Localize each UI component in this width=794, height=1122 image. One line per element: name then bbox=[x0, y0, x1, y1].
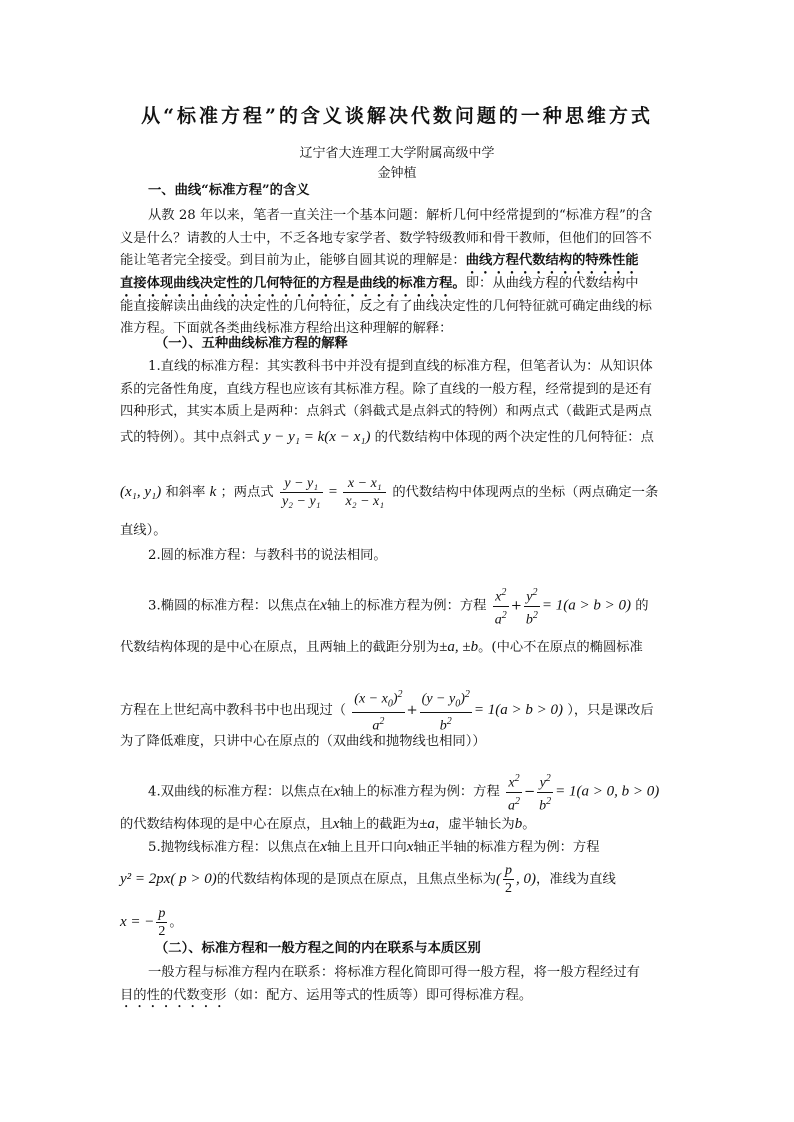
focus-paren: ( bbox=[496, 871, 502, 887]
item-1-line-3: 四种形式，其实本质上是两种：点斜式（斜截式是点斜式的特例）和两点式（截距式是两点 bbox=[120, 404, 652, 419]
var-x: x bbox=[333, 783, 341, 800]
item-5-line-2 bbox=[120, 862, 680, 897]
item-5-line-3 bbox=[120, 905, 680, 940]
item-1-text: 式的特例）。其中点斜式 bbox=[120, 430, 260, 445]
item-1-text: 的代数结构中体现的两个决定性的几何特征：点 bbox=[374, 430, 654, 445]
emphasized-phrase: 目的性的代数变形 bbox=[120, 988, 227, 1003]
author-name: 金钟植 bbox=[377, 166, 417, 181]
paragraph-2-text: （如：配方、运用等式的性质等）即可得标准方程。 bbox=[226, 988, 533, 1003]
paragraph-1-line-1: 从教 28 年以来，笔者一直关注一个基本问题：解析几何中经常提到的“标准方程”的含 bbox=[148, 208, 653, 223]
item-4-text: 轴上的截距为 bbox=[339, 817, 420, 832]
item-5-text: 的代数结构体现的是顶点在原点，且焦点坐标为 bbox=[216, 872, 497, 887]
shifted-ellipse-y-term: $\frac{(y - y_0)^2}{b^2}$ bbox=[420, 686, 472, 735]
var-x: x bbox=[320, 597, 327, 614]
item-4-text: 的代数结构体现的是中心在原点，且 bbox=[120, 817, 333, 832]
item-1-line-6: 直线）。 bbox=[120, 523, 167, 538]
shifted-ellipse-condition: = 1(a > b > 0) bbox=[473, 702, 563, 719]
focus-tail: , 0) bbox=[516, 871, 537, 887]
item-3-line-4: 为了降低难度，只讲中心在原点的（双曲线和抛物线也相同）） bbox=[120, 734, 486, 749]
point-coordinates: (x₁, y₁) bbox=[120, 484, 162, 500]
var-x: x bbox=[320, 839, 327, 855]
ellipse-x-term: $\frac{x^2}{a^2}$ bbox=[493, 584, 509, 628]
ellipse-y-term: $\frac{y^2}{b^2}$ bbox=[524, 584, 540, 628]
item-3-text: 3.椭圆的标准方程：以焦点在 bbox=[148, 598, 321, 614]
item-1-text: 和斜率 bbox=[165, 485, 206, 500]
focus-fraction: $\frac{p}{2}$ bbox=[505, 863, 513, 896]
document-title: 从“标准方程”的含义谈解决代数问题的一种思维方式 bbox=[141, 105, 653, 127]
item-3-line-1: 3.椭圆的标准方程：以焦点在x轴上的标准方程为例：方程 $\frac{x^2}{a^2}$ + $\frac{y^2}{b^2}$ = 1(a > b > 0) 的 bbox=[148, 584, 680, 628]
paragraph-2-line-1: 一般方程与标准方程内在联系：将标准方程化简即可得一般方程，将一般方程经过有 bbox=[148, 965, 640, 980]
item-4-text: 。 bbox=[522, 817, 536, 832]
item-4-text: ，虚半轴长为 bbox=[434, 817, 515, 832]
item-4-text: 4.双曲线的标准方程：以焦点在 bbox=[148, 784, 334, 800]
var-x: x bbox=[406, 839, 414, 855]
item-3-text: 的 bbox=[635, 598, 649, 614]
paragraph-1-line-2: 义是什么？请教的人士中，不乏各地专家学者、数学特级教师和骨干教师，但他们的回答不 bbox=[120, 231, 652, 246]
ellipse-intercepts: ±a, ±b bbox=[439, 639, 479, 655]
item-5-line-1 bbox=[148, 836, 680, 859]
item-1-text: 的代数结构中体现两点的坐标（两点确定一条 bbox=[392, 485, 659, 500]
item-5-text: 轴正半轴的标准方程为例：方程 bbox=[413, 840, 600, 855]
ellipse-condition: = 1(a > b > 0) bbox=[541, 597, 631, 614]
paragraph-1-text: 能让笔者完全接受。到目前为止，能够自圆其说的理解是： bbox=[120, 253, 466, 268]
hyperbola-y-term: $\frac{y^2}{b^2}$ bbox=[537, 770, 553, 814]
author-school: 辽宁省大连理工大学附属高级中学 bbox=[299, 146, 495, 161]
item-3-text: 方程在上世纪高中教科书中也出现过（ bbox=[120, 703, 347, 719]
item-1-line-2: 系的完备性角度，直线方程也应该有其标准方程。除了直线的一般方程，经常提到的是还有 bbox=[120, 382, 652, 397]
item-4-line-1: 4.双曲线的标准方程：以焦点在x轴上的标准方程为例：方程 $\frac{x^2}{a^2}$ − $\frac{y^2}{b^2}$ = 1(a > 0, b > 0) bbox=[148, 770, 680, 814]
item-3-line-3: 方程在上世纪高中教科书中也出现过（ $\frac{(x - x_0)^2}{a^2}$ + $\frac{(y - y_0)^2}{b^2}$ = 1(a > b > 0) ），只是课改后 bbox=[120, 686, 680, 735]
key-definition-part-2: 直接体现曲线决定性的几何特征的方程是曲线的标准方程。 bbox=[120, 276, 466, 291]
item-5-text: 。 bbox=[169, 915, 183, 930]
item-3-text: 轴上的标准方程为例：方程 bbox=[326, 598, 487, 614]
directrix-lhs: x = − bbox=[120, 914, 155, 930]
item-3-text: ），只是课改后 bbox=[567, 703, 654, 719]
item-5-text: 轴上且开口向 bbox=[326, 840, 407, 855]
slope-k: k bbox=[209, 484, 217, 500]
shifted-ellipse-x-term: $\frac{(x - x_0)^2}{a^2}$ bbox=[352, 686, 404, 735]
item-2: 2.圆的标准方程：与教科书的说法相同。 bbox=[148, 548, 387, 563]
item-3-line-2 bbox=[120, 636, 680, 659]
item-3-text: 代数结构体现的是中心在原点，且两轴上的截距分别为 bbox=[120, 640, 440, 655]
var-b: b bbox=[514, 816, 523, 832]
subsection-2-heading: （二）、标准方程和一般方程之间的内在联系与本质区别 bbox=[155, 941, 481, 956]
paragraph-2-line-2 bbox=[120, 985, 680, 1011]
hyperbola-condition: = 1(a > 0, b > 0) bbox=[555, 783, 660, 800]
item-4-text: 轴上的标准方程为例：方程 bbox=[340, 784, 500, 800]
paragraph-1-text: 即：从曲线方程的代数结构中 bbox=[465, 276, 639, 291]
hyperbola-intercept: ±a bbox=[419, 816, 435, 832]
section-1-heading: 一、曲线“标准方程”的含义 bbox=[148, 183, 310, 198]
var-x: x bbox=[332, 816, 340, 832]
two-point-fraction-left: $\frac{\text{y − y₁}}{\text{y₂ − y₁}}$ bbox=[281, 476, 321, 509]
paragraph-1-line-6: 准方程。下面就各类曲线标准方程给出这种理解的解释： bbox=[120, 321, 453, 336]
item-3-text: 。(中心不在原点的椭圆标准 bbox=[478, 640, 643, 655]
item-1-line-4 bbox=[120, 426, 680, 449]
directrix-fraction: $\frac{p}{2}$ bbox=[158, 906, 166, 939]
item-1-text: ；两点式 bbox=[220, 485, 274, 500]
two-point-fraction-right: $\frac{\text{x − x₁}}{\text{x₂ − x₁}}$ bbox=[345, 476, 385, 509]
item-1-line-1: 1.直线的标准方程：其实教科书中并没有提到直线的标准方程，但笔者认为：从知识体 bbox=[148, 359, 653, 374]
point-slope-formula: y − y₁ = k(x − x₁) bbox=[263, 429, 371, 445]
item-5-text: 5.抛物线标准方程：以焦点在 bbox=[148, 840, 321, 855]
item-5-text: ，准线为直线 bbox=[536, 872, 616, 887]
hyperbola-x-term: $\frac{x^2}{a^2}$ bbox=[506, 770, 522, 814]
paragraph-1-line-5: 能直接解读出曲线的决定性的几何特征，反之有了曲线决定性的几何特征就可确定曲线的标 bbox=[120, 299, 652, 314]
subsection-1-heading: （一）、五种曲线标准方程的解释 bbox=[155, 336, 348, 351]
item-4-line-2 bbox=[120, 813, 680, 836]
parabola-formula: y² = 2px( p > 0) bbox=[120, 871, 217, 887]
item-1-line-5: (x₁, y₁) 和斜率 k ；两点式 $\frac{\text{y − y₁}}{\text{y₂ − y₁}}$ = $\frac{\text{x − x₁}}{\text{x₂ − x₁}}$ 的代数结构中体现两点的坐标（两点确定一条 bbox=[120, 476, 659, 509]
key-definition-part-1: 曲线方程代数结构的特殊性能 bbox=[465, 253, 639, 268]
